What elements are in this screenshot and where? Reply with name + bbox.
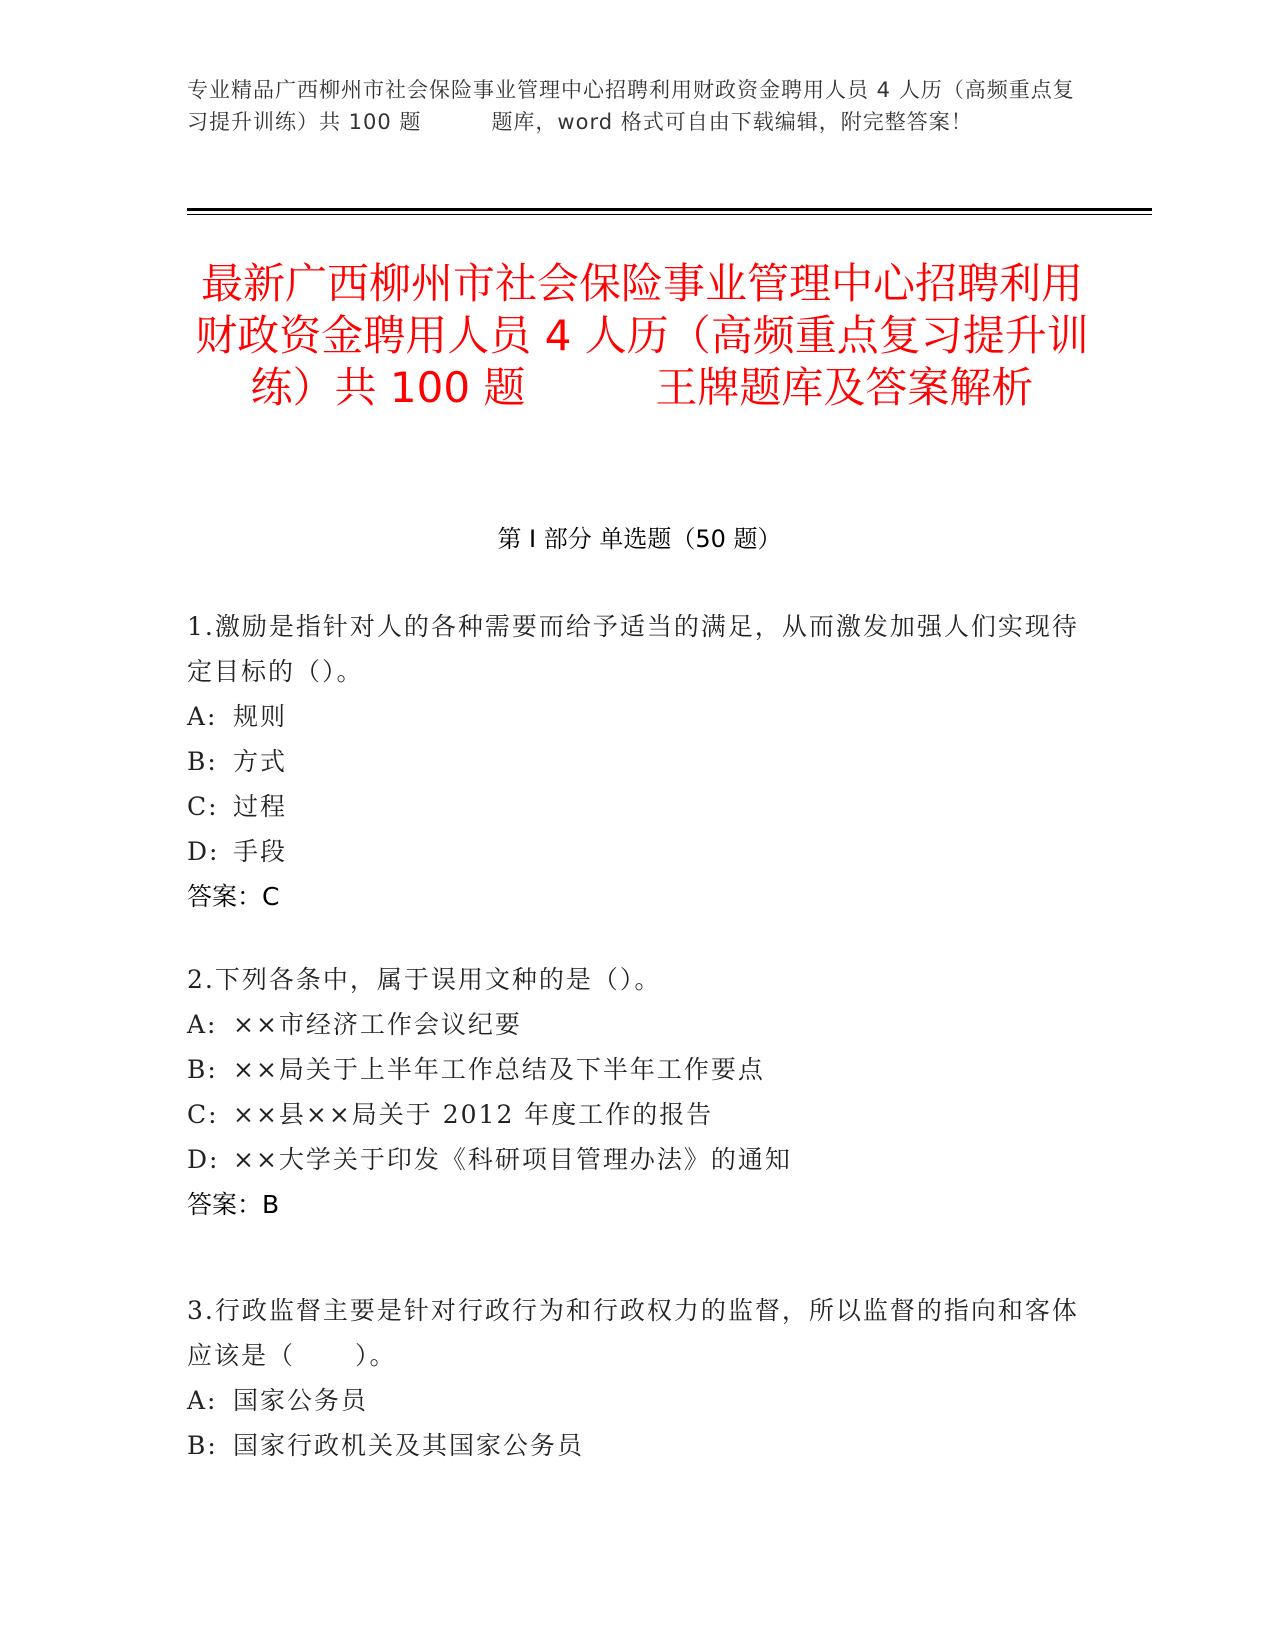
option-letter: A:: [187, 702, 218, 731]
option-letter: C:: [187, 792, 219, 821]
document-title-part1: 最新广西柳州市社会保险事业管理中心招聘利用财政资金聘用人员 4 人历（高频重点复习提升训练）共 100 题: [195, 259, 1089, 412]
option-c: [187, 784, 1087, 829]
option-a: [187, 694, 1087, 739]
document-title-part2: 王牌题库及答案解析: [655, 363, 1034, 412]
option-letter: B:: [187, 747, 218, 776]
document-title: [187, 258, 1097, 414]
option-d: [187, 1137, 1087, 1182]
question-text-part2: ）。: [355, 1341, 397, 1370]
option-text: 过程: [233, 792, 288, 821]
answer: 答案：C: [187, 882, 280, 911]
question-text: [187, 1288, 1087, 1378]
question-3: [187, 1288, 1087, 1468]
option-letter: B:: [187, 1055, 218, 1084]
option-b: [187, 739, 1087, 784]
option-text: 规则: [233, 702, 288, 731]
option-text: ××县××局关于 2012 年度工作的报告: [233, 1100, 714, 1129]
option-text: ××市经济工作会议纪要: [233, 1010, 522, 1039]
option-text: ××局关于上半年工作总结及下半年工作要点: [233, 1055, 765, 1084]
header-note-part2: 题库，word 格式可自由下载编辑，附完整答案！: [491, 110, 973, 134]
question-text: 1.激励是指针对人的各种需要而给予适当的满足，从而激发加强人们实现待定目标的（）。: [187, 612, 1079, 686]
option-text: 国家行政机关及其国家公务员: [233, 1431, 585, 1460]
option-letter: A:: [187, 1010, 218, 1039]
option-c: [187, 1092, 1087, 1137]
option-b: [187, 1423, 1087, 1468]
header-note: [187, 74, 1087, 138]
option-text: 手段: [233, 837, 288, 866]
question-2: [187, 957, 1087, 1227]
option-letter: B:: [187, 1431, 218, 1460]
option-letter: D:: [187, 837, 220, 866]
option-a: [187, 1378, 1087, 1423]
section-title: 第 I 部分 单选题（50 题）: [497, 525, 782, 553]
option-d: [187, 829, 1087, 874]
option-a: [187, 1002, 1087, 1047]
option-letter: D:: [187, 1145, 220, 1174]
question-text-part1: 3.行政监督主要是针对行政行为和行政权力的监督，所以监督的指向和客体应该是（: [187, 1296, 1079, 1370]
option-letter: A:: [187, 1386, 218, 1415]
option-text: 国家公务员: [233, 1386, 369, 1415]
question-1: [187, 604, 1087, 919]
option-text: 方式: [233, 747, 288, 776]
header-divider-thick: [187, 208, 1152, 211]
header-divider-thin: [187, 214, 1152, 215]
option-letter: C:: [187, 1100, 219, 1129]
option-b: [187, 1047, 1087, 1092]
option-text: ××大学关于印发《科研项目管理办法》的通知: [233, 1145, 792, 1174]
answer: 答案：B: [187, 1190, 280, 1219]
question-text: 2.下列各条中，属于误用文种的是（）。: [187, 965, 662, 994]
header-note-part1: 专业精品广西柳州市社会保险事业管理中心招聘利用财政资金聘用人员 4 人历（高频重点复习提升训练）共 100 题: [187, 78, 1075, 134]
